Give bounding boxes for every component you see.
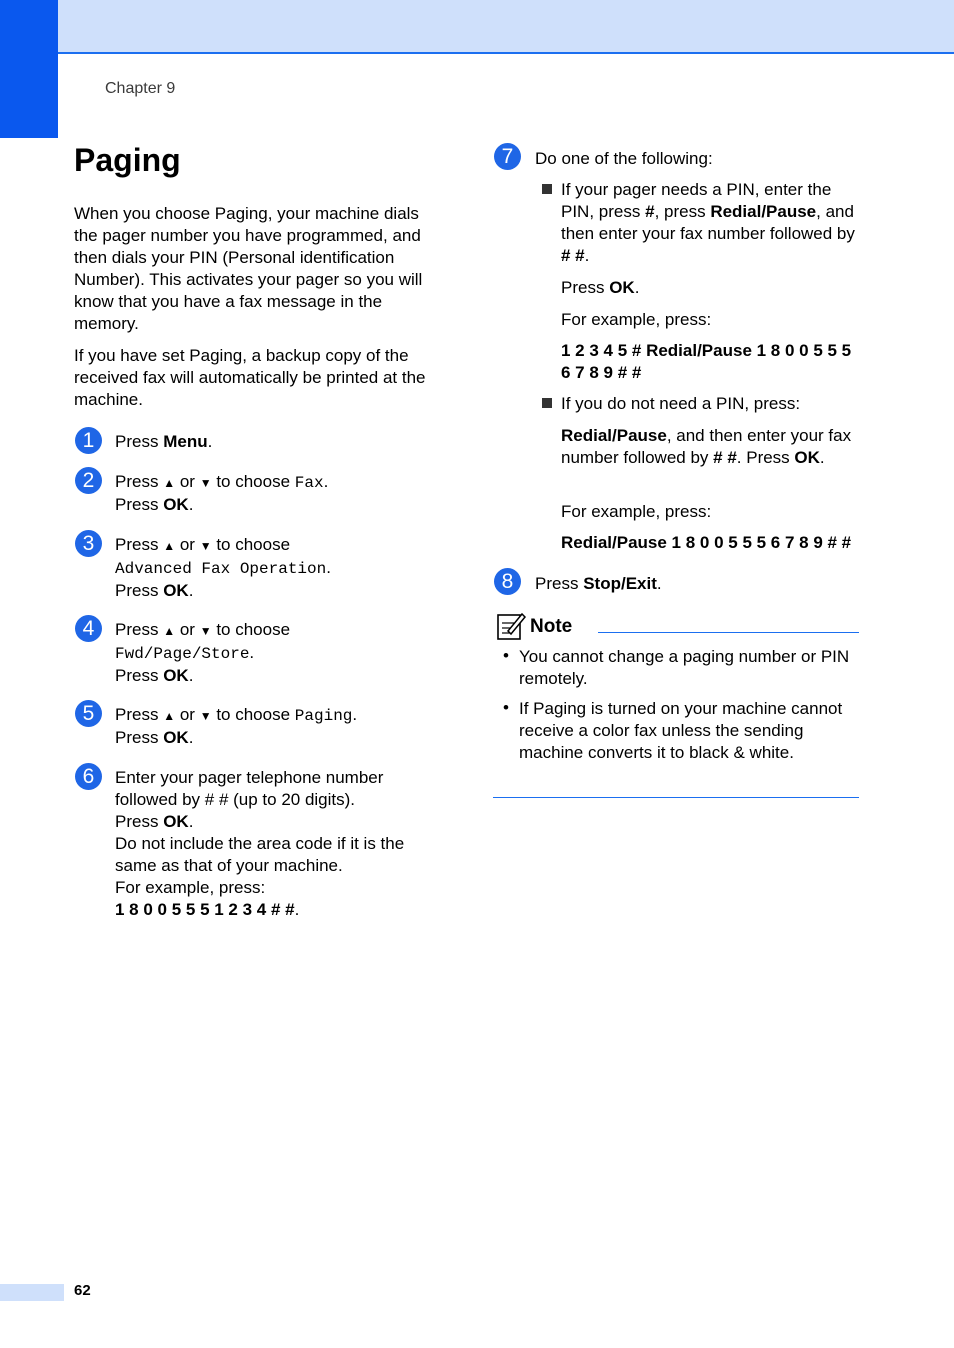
step-4-text: Press ▲ or ▼ to choose Fwd/Page/Store. Press OK. bbox=[115, 620, 291, 685]
step-5-icon: 5 bbox=[75, 700, 102, 727]
example-keystrokes-pin: 1 2 3 4 5 # Redial/Pause 1 8 0 0 5 5 5 6 7 8 9 # # bbox=[561, 341, 852, 382]
intro-paragraph-2: If you have set Paging, a backup copy of the received fax will automatically be printed at the machine. bbox=[74, 346, 426, 409]
chapter-label: Chapter 9 bbox=[105, 80, 176, 97]
note-divider bbox=[598, 632, 859, 633]
up-arrow-icon: ▲ bbox=[163, 539, 176, 553]
example-keystrokes: 1 8 0 0 5 5 5 1 2 3 4 # # bbox=[115, 900, 295, 919]
step-7-bullet-1: If your pager needs a PIN, enter the PIN, press #, press Redial/Pause, and then enter your fax number followed by # #. bbox=[561, 180, 855, 265]
ok-key: OK bbox=[163, 666, 189, 685]
step-7-intro: Do one of the following: bbox=[535, 149, 713, 168]
step-3-text: Press ▲ or ▼ to choose Advanced Fax Operation. Press OK. bbox=[115, 535, 331, 600]
menu-option: Fax bbox=[294, 474, 324, 492]
note-bullet: • bbox=[503, 646, 509, 665]
intro-paragraph-1: When you choose Paging, your machine dials the pager number you have programmed, and then dials your PIN (Personal identification Number). This activates your pager so you will know that you have a fax message in the memory. bbox=[74, 204, 423, 333]
step-7-bullet-2: If you do not need a PIN, press: bbox=[561, 394, 801, 413]
chapter-tab-block bbox=[0, 0, 58, 138]
note-pencil-icon bbox=[496, 611, 526, 641]
step-8-text: Press Stop/Exit. bbox=[535, 574, 662, 593]
up-arrow-icon: ▲ bbox=[163, 624, 176, 638]
down-arrow-icon: ▼ bbox=[199, 624, 212, 638]
note-label: Note bbox=[530, 616, 573, 637]
step-2-text: Press ▲ or ▼ to choose Fax. Press OK. bbox=[115, 472, 329, 514]
step-7-bullet-2-detail: Redial/Pause, and then enter your fax number followed by # #. Press OK. bbox=[561, 426, 852, 467]
note-bottom-divider bbox=[493, 797, 859, 798]
step-6-icon: 6 bbox=[75, 763, 102, 790]
step-3-icon: 3 bbox=[75, 530, 102, 557]
ok-key: OK bbox=[163, 728, 189, 747]
menu-option: Advanced Fax Operation bbox=[115, 560, 327, 578]
up-arrow-icon: ▲ bbox=[163, 476, 176, 490]
step-5-text: Press ▲ or ▼ to choose Paging. Press OK. bbox=[115, 705, 358, 747]
example-label: For example, press: bbox=[561, 310, 712, 329]
ok-key: OK bbox=[163, 495, 189, 514]
bullet-square bbox=[542, 398, 552, 408]
step-4-icon: 4 bbox=[75, 615, 102, 642]
bullet-square bbox=[542, 184, 552, 194]
ok-key: OK bbox=[609, 278, 635, 297]
down-arrow-icon: ▼ bbox=[199, 709, 212, 723]
step-8-icon: 8 bbox=[494, 568, 521, 595]
page-number: 62 bbox=[74, 1282, 91, 1299]
menu-option: Paging bbox=[294, 707, 353, 725]
menu-key: Menu bbox=[163, 432, 208, 451]
up-arrow-icon: ▲ bbox=[163, 709, 176, 723]
header-band bbox=[0, 0, 954, 54]
page-title: Paging bbox=[74, 142, 181, 178]
footer-band bbox=[0, 1284, 64, 1301]
step-1-icon: 1 bbox=[75, 427, 102, 454]
step-1-text: Press Menu. bbox=[115, 432, 213, 451]
step-2-icon: 2 bbox=[75, 467, 102, 494]
step-7-icon: 7 bbox=[494, 143, 521, 170]
example-keystrokes-no-pin: Redial/Pause 1 8 0 0 5 5 5 6 7 8 9 # # bbox=[561, 533, 852, 552]
example-label: For example, press: bbox=[561, 502, 712, 521]
stop-exit-key: Stop/Exit bbox=[583, 574, 657, 593]
note-item-2: If Paging is turned on your machine cannot receive a color fax unless the sending machine converts it to black & white. bbox=[519, 699, 843, 762]
step-7-press-ok: Press OK. bbox=[561, 278, 640, 297]
menu-option: Fwd/Page/Store bbox=[115, 645, 250, 663]
down-arrow-icon: ▼ bbox=[199, 539, 212, 553]
note-item-1: You cannot change a paging number or PIN remotely. bbox=[519, 647, 850, 688]
note-bullet: • bbox=[503, 698, 509, 717]
step-6-text: Enter your pager telephone number followed by # # (up to 20 digits). Press OK. Do not include the area code if it is the same as that of your machine. For example, press: 1 8 0 0 5 5 5 1 2 3 4 # #. bbox=[115, 768, 405, 919]
ok-key: OK bbox=[163, 812, 189, 831]
down-arrow-icon: ▼ bbox=[199, 476, 212, 490]
ok-key: OK bbox=[163, 581, 189, 600]
